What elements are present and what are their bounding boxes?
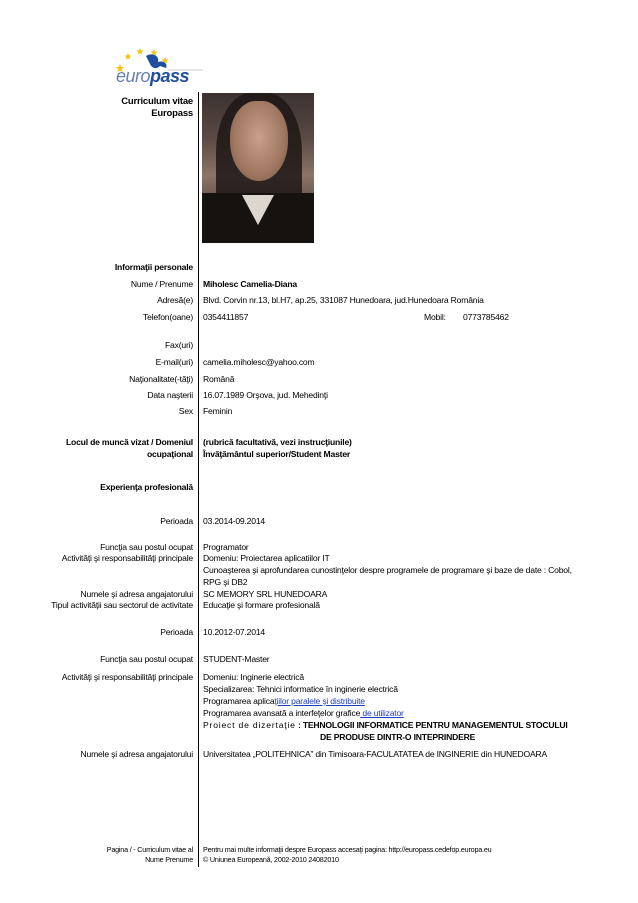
job2-period-label: Perioada xyxy=(160,627,193,637)
desired-job-note: (rubrică facultativă, vezi instrucţiunile) xyxy=(203,437,352,447)
mobile-label: Mobil: xyxy=(424,312,446,322)
nationality-value: Română xyxy=(203,374,235,384)
thesis-label: Proiect de dizertaţie xyxy=(203,720,296,730)
name-value: Miholesc Camelia-Diana xyxy=(203,279,297,289)
email-label: E-mail(uri) xyxy=(155,357,193,367)
job1-position: Programator xyxy=(203,542,249,552)
thesis-title-1: TEHNOLOGII INFORMATICE PENTRU MANAGEMENTUL STOCULUI xyxy=(302,720,568,730)
job1-sector-label: Tipul activităţii sau sectorul de activitate xyxy=(51,600,193,610)
job1-period: 03.2014-09.2014 xyxy=(203,516,265,526)
job1-position-label: Funcţia sau postul ocupat xyxy=(100,542,193,552)
nationality-label: Naţionalitate(-tăţi) xyxy=(129,374,193,384)
job2-activities-3-text: Programarea aplica xyxy=(203,696,275,706)
logo-text-light: euro xyxy=(116,66,151,86)
cv-title: Curriculum vitae xyxy=(121,96,193,107)
job1-employer: SC MEMORY SRL HUNEDOARA xyxy=(203,589,328,599)
job2-activities-2: Specializarea: Tehnici informatice în inginerie electrică xyxy=(203,684,398,694)
thesis-title-2: DE PRODUSE DINTR-O INTEPRINDERE xyxy=(320,732,476,742)
experience-heading: Experienţa profesională xyxy=(100,482,193,492)
job1-employer-label: Numele şi adresa angajatorului xyxy=(80,589,193,599)
thesis-colon: : xyxy=(295,720,303,730)
birth-label: Data naşterii xyxy=(147,390,193,400)
job1-activities-2: Cunoaşterea şi aprofundarea cunostinţelor despre programele de programare şi baze de date : Cobol, xyxy=(203,565,572,575)
personal-info-heading: Informaţii personale xyxy=(114,262,193,272)
footer-info: Pentru mai multe informaţii despre Europass accesaţi pagina: http://europass.cedefop.europa.eu xyxy=(203,845,492,854)
footer-page: Pagina / - Curriculum vitae al xyxy=(106,845,193,854)
footer-left xyxy=(107,845,193,865)
job2-period: 10.2012-07.2014 xyxy=(203,627,265,637)
job1-sector: Educaţie şi formare profesională xyxy=(203,600,320,610)
profile-photo xyxy=(202,93,314,243)
sex-label: Sex xyxy=(178,406,193,416)
email-value[interactable]: camelia.miholesc@yahoo.com xyxy=(203,357,315,367)
column-divider xyxy=(198,92,199,867)
job2-activities-label: Activităţi şi responsabilităţi principale xyxy=(61,672,193,682)
cv-subtitle: Europass xyxy=(151,108,193,119)
job2-employer: Universitatea „POLITEHNICA” din Timisoara-FACULATATEA de INGINERIE din HUNEDOARA xyxy=(203,749,548,759)
phone-value: 0354411857 xyxy=(203,312,249,322)
desired-job-label-2: ocupaţional xyxy=(146,449,193,459)
footer-name: Nume Prenume xyxy=(145,855,193,864)
job2-activities-4-link[interactable]: de utilizator xyxy=(360,708,404,718)
job1-activities-3: RPG şi DB2 xyxy=(203,577,248,587)
logo-text-bold: pass xyxy=(150,66,190,86)
phone-label: Telefon(oane) xyxy=(143,312,193,322)
address-label: Adresă(e) xyxy=(157,295,193,305)
footer-right xyxy=(203,845,491,865)
job1-activities-label: Activităţi şi responsabilităţi principale xyxy=(61,553,193,563)
name-label: Nume / Prenume xyxy=(130,279,193,289)
job2-employer-label: Numele şi adresa angajatorului xyxy=(80,749,193,759)
address-value: Blvd. Corvin nr.13, bl.H7, ap.25, 331087 Hunedoara, jud.Hunedoara România xyxy=(203,295,484,305)
job2-position-label: Funcţia sau postul ocupat xyxy=(100,654,193,664)
job2-activities-4 xyxy=(203,708,404,718)
sex-value: Feminin xyxy=(203,406,233,416)
desired-job-label-1: Locul de muncă vizat / Domeniul xyxy=(65,437,193,447)
footer-copyright: © Uniunea Europeană, 2002-2010 24082010 xyxy=(203,855,339,864)
job1-activities-1: Domeniu: Proiectarea aplicatiilor IT xyxy=(203,553,330,563)
job2-activities-3 xyxy=(203,696,365,706)
job2-thesis xyxy=(203,720,568,730)
birth-value: 16.07.1989 Orşova, jud. Mehedinţi xyxy=(203,390,328,400)
job2-position: STUDENT-Master xyxy=(203,654,270,664)
job2-activities-3-link[interactable]: ţiilor paralele şi distribuite xyxy=(274,696,365,706)
desired-job-value: Învăţământul superior/Student Master xyxy=(203,449,351,459)
job2-activities-1: Domeniu: Inginerie electrică xyxy=(203,672,304,682)
job1-period-label: Perioada xyxy=(160,516,193,526)
job2-activities-4-text: Programarea avansată a interfeţelor grafice xyxy=(203,708,361,718)
fax-label: Fax(uri) xyxy=(165,340,193,350)
mobile-value: 0773785462 xyxy=(463,312,509,322)
logo-wordmark xyxy=(116,66,189,87)
